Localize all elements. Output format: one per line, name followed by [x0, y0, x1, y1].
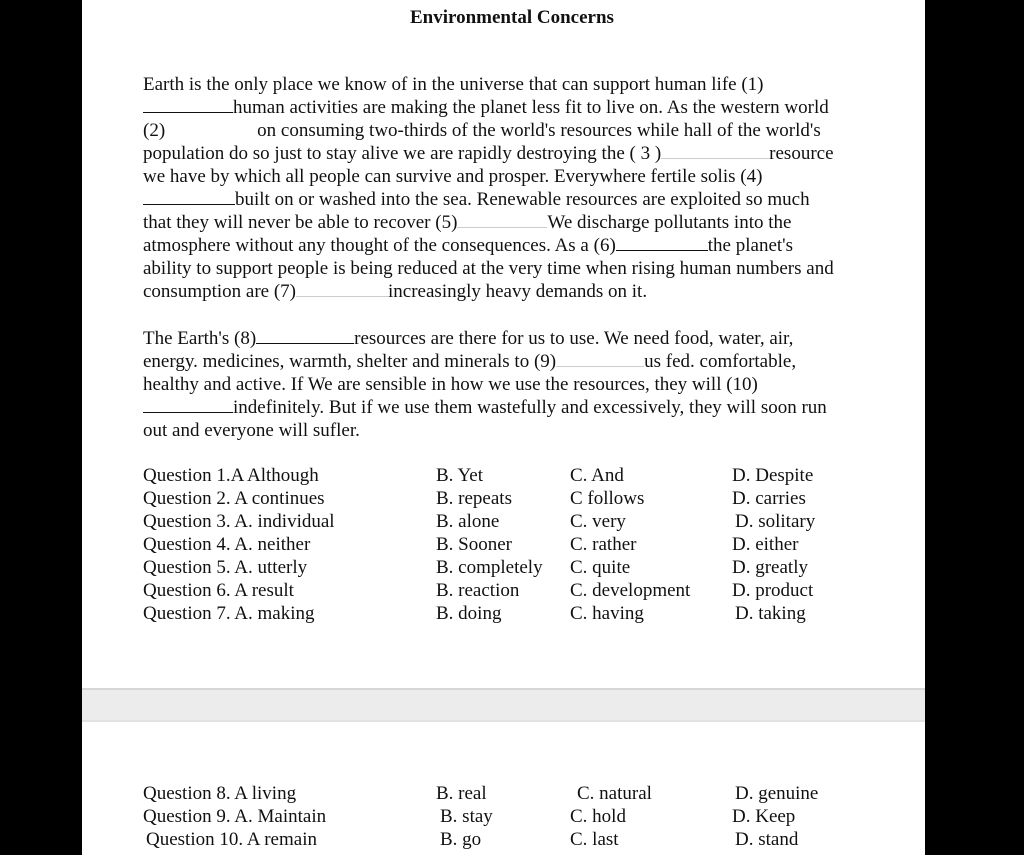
answer-blank-4	[143, 188, 235, 205]
page-title: Environmental Concerns	[410, 7, 614, 28]
passage-line: The Earth's (8) resources are there for us to use. We need food, water, air,	[143, 328, 794, 349]
passage-line: human activities are making the planet less fit to live on. As the western world	[143, 96, 913, 119]
question-row	[0, 488, 1024, 511]
option-d: D. carries	[732, 488, 806, 509]
option-d: D. either	[732, 534, 799, 555]
option-c: C. quite	[570, 557, 631, 578]
option-c: C. And	[570, 465, 624, 486]
passage-line: population do so just to stay alive we are rapidly destroying the ( 3 ) resource	[143, 143, 834, 164]
passage-line: indefinitely. But if we use them wastefully and excessively, they will soon run	[143, 396, 913, 419]
passage-line: energy. medicines, warmth, shelter and minerals to (9) us fed. comfortable,	[143, 351, 797, 372]
option-c: C. last	[570, 829, 619, 850]
question-row	[0, 603, 1024, 626]
passage-line: out and everyone will sufler.	[143, 420, 360, 441]
question-row	[0, 580, 1024, 603]
answer-blank-7	[296, 280, 388, 297]
passage-line: consumption are (7) increasingly heavy demands on it.	[143, 281, 648, 302]
question-label: Question 10. A remain	[146, 829, 317, 850]
option-b: B. Yet	[436, 465, 483, 486]
answer-blank-1	[143, 96, 233, 113]
option-d: D. Keep	[732, 806, 796, 827]
question-label: Question 4. A. neither	[143, 534, 311, 555]
option-b: B. completely	[436, 557, 543, 578]
option-b: B. doing	[436, 603, 502, 624]
option-c: C. having	[570, 603, 644, 624]
question-label: Question 7. A. making	[143, 603, 315, 624]
page-separator	[82, 688, 925, 722]
question-label: Question 6. A result	[143, 580, 294, 601]
option-c: C. natural	[577, 783, 652, 804]
option-b: B. alone	[436, 511, 500, 532]
passage-line: that they will never be able to recover (5) We discharge pollutants into the	[143, 212, 792, 233]
answer-blank-3	[661, 142, 769, 159]
question-label: Question 8. A living	[143, 783, 297, 804]
option-c: C. very	[570, 511, 626, 532]
passage-line: healthy and active. If We are sensible in how we use the resources, they will (10)	[143, 374, 758, 395]
answer-blank-9	[556, 350, 644, 367]
option-c: C. hold	[570, 806, 626, 827]
option-b: B. go	[440, 829, 482, 850]
passage-line: ability to support people is being reduced at the very time when rising human numbers and	[143, 258, 834, 279]
question-row	[0, 783, 1024, 806]
option-d: D. genuine	[735, 783, 819, 804]
question-label: Question 9. A. Maintain	[143, 806, 327, 827]
passage-line: we have by which all people can survive and prosper. Everywhere fertile solis (4)	[143, 166, 763, 187]
option-d: D. Despite	[732, 465, 814, 486]
question-row	[0, 829, 1024, 852]
passage-line: (2) on consuming two-thirds of the world's resources while hall of the world's	[143, 120, 821, 141]
option-c: C. development	[570, 580, 691, 601]
paragraph-2	[143, 327, 913, 442]
question-row	[0, 806, 1024, 829]
question-label: Question 5. A. utterly	[143, 557, 308, 578]
question-row	[0, 465, 1024, 488]
question-row	[0, 557, 1024, 580]
answer-blank-8	[256, 327, 354, 344]
question-label: Question 3. A. individual	[143, 511, 335, 532]
option-d: D. product	[732, 580, 814, 601]
option-d: D. taking	[735, 603, 806, 624]
option-c: C. rather	[570, 534, 637, 555]
option-b: B. stay	[440, 806, 493, 827]
question-label: Question 1.A Although	[143, 465, 319, 486]
passage-line: atmosphere without any thought of the consequences. As a (6) the planet's	[143, 235, 793, 256]
question-row	[0, 511, 1024, 534]
option-d: D. stand	[735, 829, 799, 850]
passage-line: built on or washed into the sea. Renewable resources are exploited so much	[143, 188, 913, 211]
question-row	[0, 534, 1024, 557]
option-d: D. greatly	[732, 557, 808, 578]
answer-blank-6	[616, 234, 708, 251]
answer-blank-10	[143, 396, 233, 413]
passage-line: Earth is the only place we know of in the universe that can support human life (1)	[143, 74, 764, 95]
option-b: B. repeats	[436, 488, 512, 509]
option-b: B. real	[436, 783, 487, 804]
option-c: C follows	[570, 488, 645, 509]
option-b: B. Sooner	[436, 534, 512, 555]
option-d: D. solitary	[735, 511, 816, 532]
question-label: Question 2. A continues	[143, 488, 325, 509]
option-b: B. reaction	[436, 580, 520, 601]
paragraph-1	[143, 73, 913, 303]
answer-blank-5	[457, 211, 547, 228]
